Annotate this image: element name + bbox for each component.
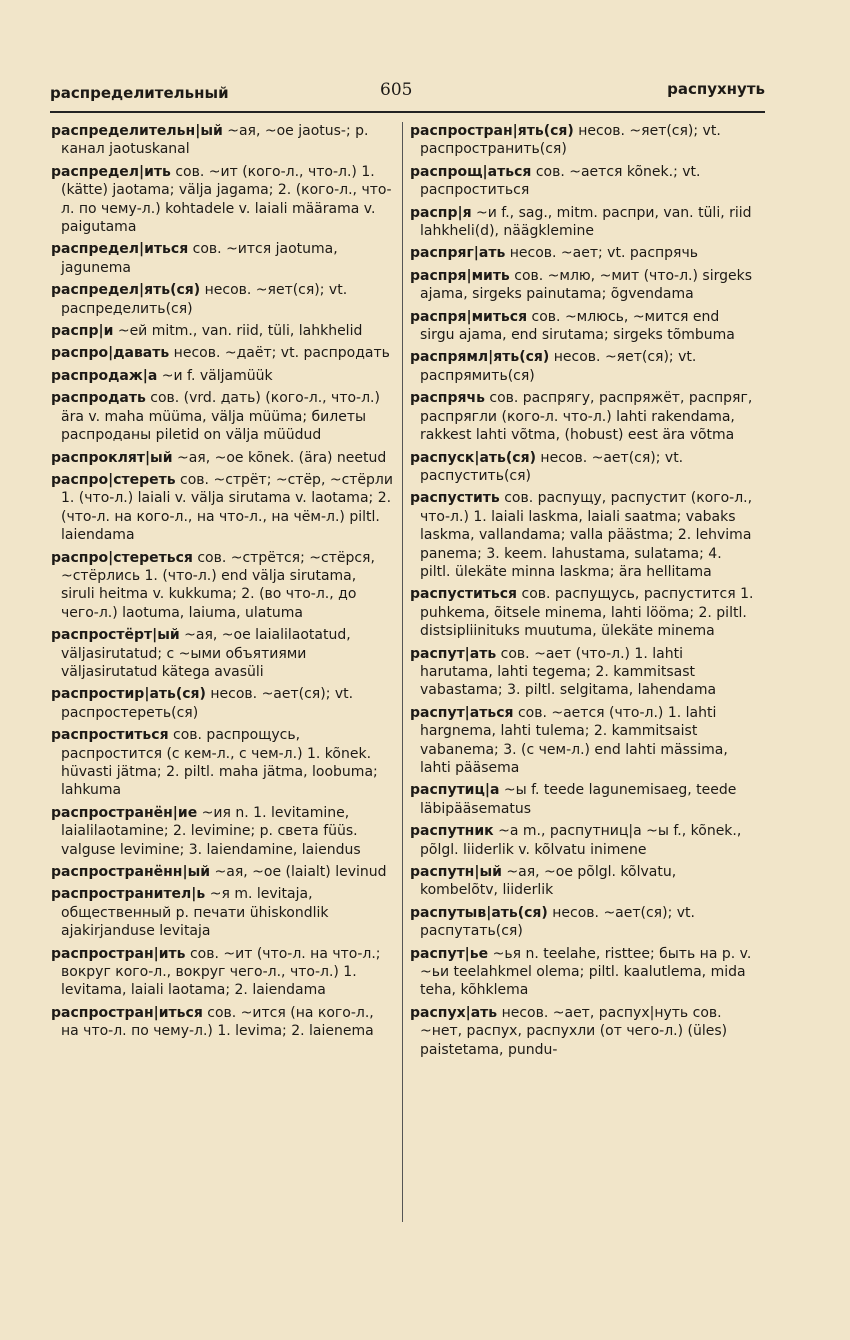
entry-headword: распространённ|ый	[51, 864, 211, 881]
entry-headword: распр|я	[410, 204, 472, 221]
dictionary-entry	[410, 904, 755, 941]
entry-headword: распределительн|ый	[51, 123, 223, 139]
entry-definition: ~ая, ~ое põlgl. kõlvatu, kombelõtv, liiderlik	[420, 864, 677, 899]
dictionary-entry	[410, 863, 755, 900]
entry-headword: распро|стереть	[51, 471, 176, 488]
dictionary-entry	[51, 945, 394, 1000]
dictionary-entry	[410, 489, 755, 581]
dictionary-entry	[410, 704, 755, 778]
dictionary-entry	[51, 863, 394, 881]
dictionary-entry	[410, 348, 755, 385]
entry-headword: распутиц|а	[410, 782, 500, 799]
entry-headword: распутник	[410, 823, 494, 840]
entry-headword: распродаж|а	[51, 367, 158, 384]
entry-definition: несов. ~ает, распух|нуть сов. ~нет, распух, распухли (от чего-л.) (üles) paistetama, pundu-	[420, 1004, 728, 1058]
entry-definition: несов. ~ает(ся); vt. распростереть(ся)	[61, 686, 354, 721]
entry-definition: сов. ~стрёт; ~стёр, ~стёрли 1. (что-л.) laiali v. välja sirutama v. laotama; 2. (что-л. на кого-л., на что-л., на чём-л.) piltl. laiendama	[61, 471, 393, 544]
entry-definition: ~я m. levitaja, общественный p. печати ühiskondlik ajakirjanduse levitaja	[61, 886, 329, 940]
entry-headword: распредел|ять(ся)	[51, 282, 201, 299]
entry-definition: ~ая, ~ое jaotus-; p. канал jaotuskanal	[61, 123, 369, 158]
entry-definition: ~и f., sag., mitm. распри, van. tüli, riid lahkheli(d), näägklemine	[420, 204, 752, 240]
entry-definition: ~ья n. teelahe, risttee; быть на p. v. ~ьи teelahkmel olema; piltl. kaalutlema, mida teha, kõhklema	[420, 945, 752, 999]
entry-definition: сов. ~млюсь, ~мится end sirgu ajama, end sirutama; sirgeks tõmbuma	[420, 308, 735, 344]
entry-headword: распродать	[51, 390, 146, 407]
dictionary-entry	[410, 449, 755, 486]
dictionary-entry	[51, 322, 394, 340]
entry-definition: сов. ~ит (что-л. на что-л.; вокруг кого-л., вокруг чего-л., что-л.) 1. levitama, laiali laotama; 2. laiendama	[61, 945, 381, 999]
dictionary-entry	[410, 585, 755, 640]
entry-headword: распредел|ить	[51, 163, 171, 180]
entry-definition: сов. ~ится jaotuma, jagunema	[61, 241, 338, 276]
entry-headword: распр|и	[51, 323, 114, 340]
column-divider	[402, 122, 403, 1222]
dictionary-entry	[51, 471, 394, 545]
dictionary-entry	[51, 626, 394, 681]
dictionary-entry	[410, 244, 755, 262]
dictionary-entry	[51, 449, 394, 467]
entry-headword: распространител|ь	[51, 886, 206, 903]
dictionary-entry	[410, 781, 755, 818]
entry-headword: распрячь	[410, 390, 485, 407]
right-column	[410, 122, 755, 1063]
dictionary-entry	[51, 367, 394, 385]
dictionary-entry	[51, 1004, 394, 1041]
entry-definition: сов. ~ается kõnek.; vt. распроститься	[420, 163, 701, 199]
entry-headword: распуск|ать(ся)	[410, 449, 536, 466]
entry-headword: распростран|иться	[51, 1004, 203, 1021]
entry-definition: несов. ~ает; vt. распрячь	[505, 245, 698, 262]
dictionary-entry	[51, 726, 394, 800]
page-number: 605	[380, 80, 413, 100]
left-guide-word: распределительный	[50, 84, 229, 102]
entry-definition: сов. распущу, распустит (кого-л., что-л.) 1. laiali laskma, laiali saatma; vabaks laskma, vallandama; valla päästma; 2. lehvima panema; 3. keem. lahustama, sulatama; 4. piltl. ülekäte minna laskma; ära hellitama	[420, 490, 753, 580]
dictionary-entry	[410, 122, 755, 159]
entry-headword: распростран|ить	[51, 945, 186, 962]
entry-definition: сов. ~ит (кого-л., что-л.) 1. (kätte) jaotama; välja jagama; 2. (кого-л., что-л. по чему-л.) kohtadele v. laiali määrama v. paigutama	[61, 163, 392, 236]
entry-definition: ~ия n. 1. levitamine, laialilaotamine; 2. levimine; p. света füüs. valguse levimine; 3. laiendamine, laiendus	[61, 804, 361, 858]
page-header	[50, 80, 765, 110]
entry-definition: сов. ~ает (что-л.) 1. lahti harutama, lahti tegema; 2. kammitsast vabastama; 3. piltl. selgitama, lahendama	[420, 645, 717, 699]
dictionary-entry	[51, 122, 394, 159]
dictionary-entry	[51, 281, 394, 318]
dictionary-entry	[51, 389, 394, 444]
entry-headword: распутыв|ать(ся)	[410, 904, 548, 921]
dictionary-entry	[51, 549, 394, 623]
dictionary-entry	[51, 885, 394, 940]
header-rule	[50, 111, 765, 113]
entry-definition: сов. ~стрётся; ~стёрся, ~стёрлись 1. (что-л.) end välja sirutama, siruli heitma v. kukkuma; 2. (во что-л., до чего-л.) laotuma, laiuma, ulatuma	[61, 549, 375, 621]
dictionary-entry	[410, 308, 755, 345]
dictionary-entry	[51, 240, 394, 277]
entry-headword: распуститься	[410, 586, 518, 603]
entry-definition: несов. ~ает(ся); vt. распустить(ся)	[420, 449, 684, 484]
dictionary-entry	[51, 804, 394, 859]
entry-headword: распростран|ять(ся)	[410, 123, 574, 139]
entry-headword: распрощ|аться	[410, 163, 532, 180]
entry-headword: распрямл|ять(ся)	[410, 349, 550, 366]
entry-headword: распутн|ый	[410, 864, 502, 881]
entry-headword: распростир|ать(ся)	[51, 686, 206, 703]
dictionary-entry	[410, 645, 755, 700]
entry-headword: распут|ье	[410, 945, 489, 962]
entry-headword: распроклят|ый	[51, 449, 173, 466]
entry-definition: несов. ~яет(ся); vt. распределить(ся)	[61, 282, 348, 317]
entry-definition: сов. распрягу, распряжёт, распряг, распрягли (кого-л. что-л.) lahti rakendama, rakkest lahti võtma, (hobust) eest ära võtma	[420, 390, 753, 444]
entry-definition: несов. ~ает(ся); vt. распутать(ся)	[420, 904, 695, 940]
entry-headword: распут|ать	[410, 645, 497, 662]
dictionary-entry	[410, 389, 755, 444]
dictionary-entry	[51, 163, 394, 237]
entry-definition: ~ы f. teede lagunemisaeg, teede läbipääsematus	[420, 782, 737, 817]
dictionary-entry	[51, 685, 394, 722]
entry-headword: распряг|ать	[410, 245, 506, 262]
dictionary-entry	[410, 822, 755, 859]
dictionary-entry	[410, 1004, 755, 1059]
entry-definition: ~ая, ~ое kõnek. (ära) neetud	[172, 449, 387, 466]
entry-definition: ~и f. väljamüük	[157, 367, 273, 384]
entry-headword: распух|ать	[410, 1004, 498, 1021]
entry-headword: распро|давать	[51, 345, 170, 362]
entry-headword: распространён|ие	[51, 804, 198, 821]
dictionary-entry	[410, 267, 755, 304]
dictionary-entry	[51, 344, 394, 362]
entry-definition: сов. ~ается (что-л.) 1. lahti hargnema, lahti tulema; 2. kammitsaist vabanema; 3. (с чем-л.) end lahti mässima, lahti pääsema	[420, 704, 728, 776]
entry-headword: распростёрт|ый	[51, 627, 180, 644]
left-column	[51, 122, 394, 1045]
entry-definition: ~а m., распутниц|а ~ы f., kõnek., põlgl. liiderlik v. kõlvatu inimene	[420, 823, 742, 858]
entry-headword: распря|мить	[410, 267, 510, 284]
entry-definition: сов. ~млю, ~мит (что-л.) sirgeks ajama, sirgeks painutama; õgvendama	[420, 267, 752, 303]
entry-definition: ~ая, ~ое laialilaotatud, väljasirutatud; с ~ыми объятиями väljasirutatud kätega avasüli	[61, 627, 351, 680]
entry-definition: ~ая, ~ое (laialt) levinud	[210, 864, 387, 881]
entry-definition: несов. ~яет(ся); vt. распространить(ся)	[420, 123, 721, 158]
entry-headword: распроститься	[51, 727, 169, 744]
entry-headword: распут|аться	[410, 704, 514, 721]
entry-definition: несов. ~даёт; vt. распродать	[169, 345, 390, 362]
right-guide-word: распухнуть	[667, 80, 765, 98]
entry-definition: сов. распущусь, распустится 1. puhkema, õitsele minema, lahti lööma; 2. piltl. distsipliinituks muutuma, ülekäte minema	[420, 586, 754, 640]
dictionary-entry	[410, 163, 755, 200]
entry-headword: распро|стереться	[51, 549, 193, 566]
entry-headword: распустить	[410, 490, 500, 507]
entry-definition: сов. ~ится (на кого-л., на что-л. по чему-л.) 1. levima; 2. laienema	[61, 1004, 374, 1040]
entry-definition: сов. распрощусь, распростится (с кем-л., с чем-л.) 1. kõnek. hüvasti jätma; 2. piltl. maha jätma, loobuma; lahkuma	[61, 727, 378, 799]
entry-definition: сов. (vrd. дать) (кого-л., что-л.) ära v. maha müüma, välja müüma; билеты распроданы piletid on välja müüdud	[61, 390, 380, 444]
entry-headword: распря|миться	[410, 308, 528, 325]
entry-definition: несов. ~яет(ся); vt. распрямить(ся)	[420, 349, 697, 384]
dictionary-entry	[410, 204, 755, 241]
dictionary-entry	[410, 945, 755, 1000]
entry-headword: распредел|иться	[51, 241, 189, 258]
entry-definition: ~ей mitm., van. riid, tüli, lahkhelid	[113, 323, 363, 340]
